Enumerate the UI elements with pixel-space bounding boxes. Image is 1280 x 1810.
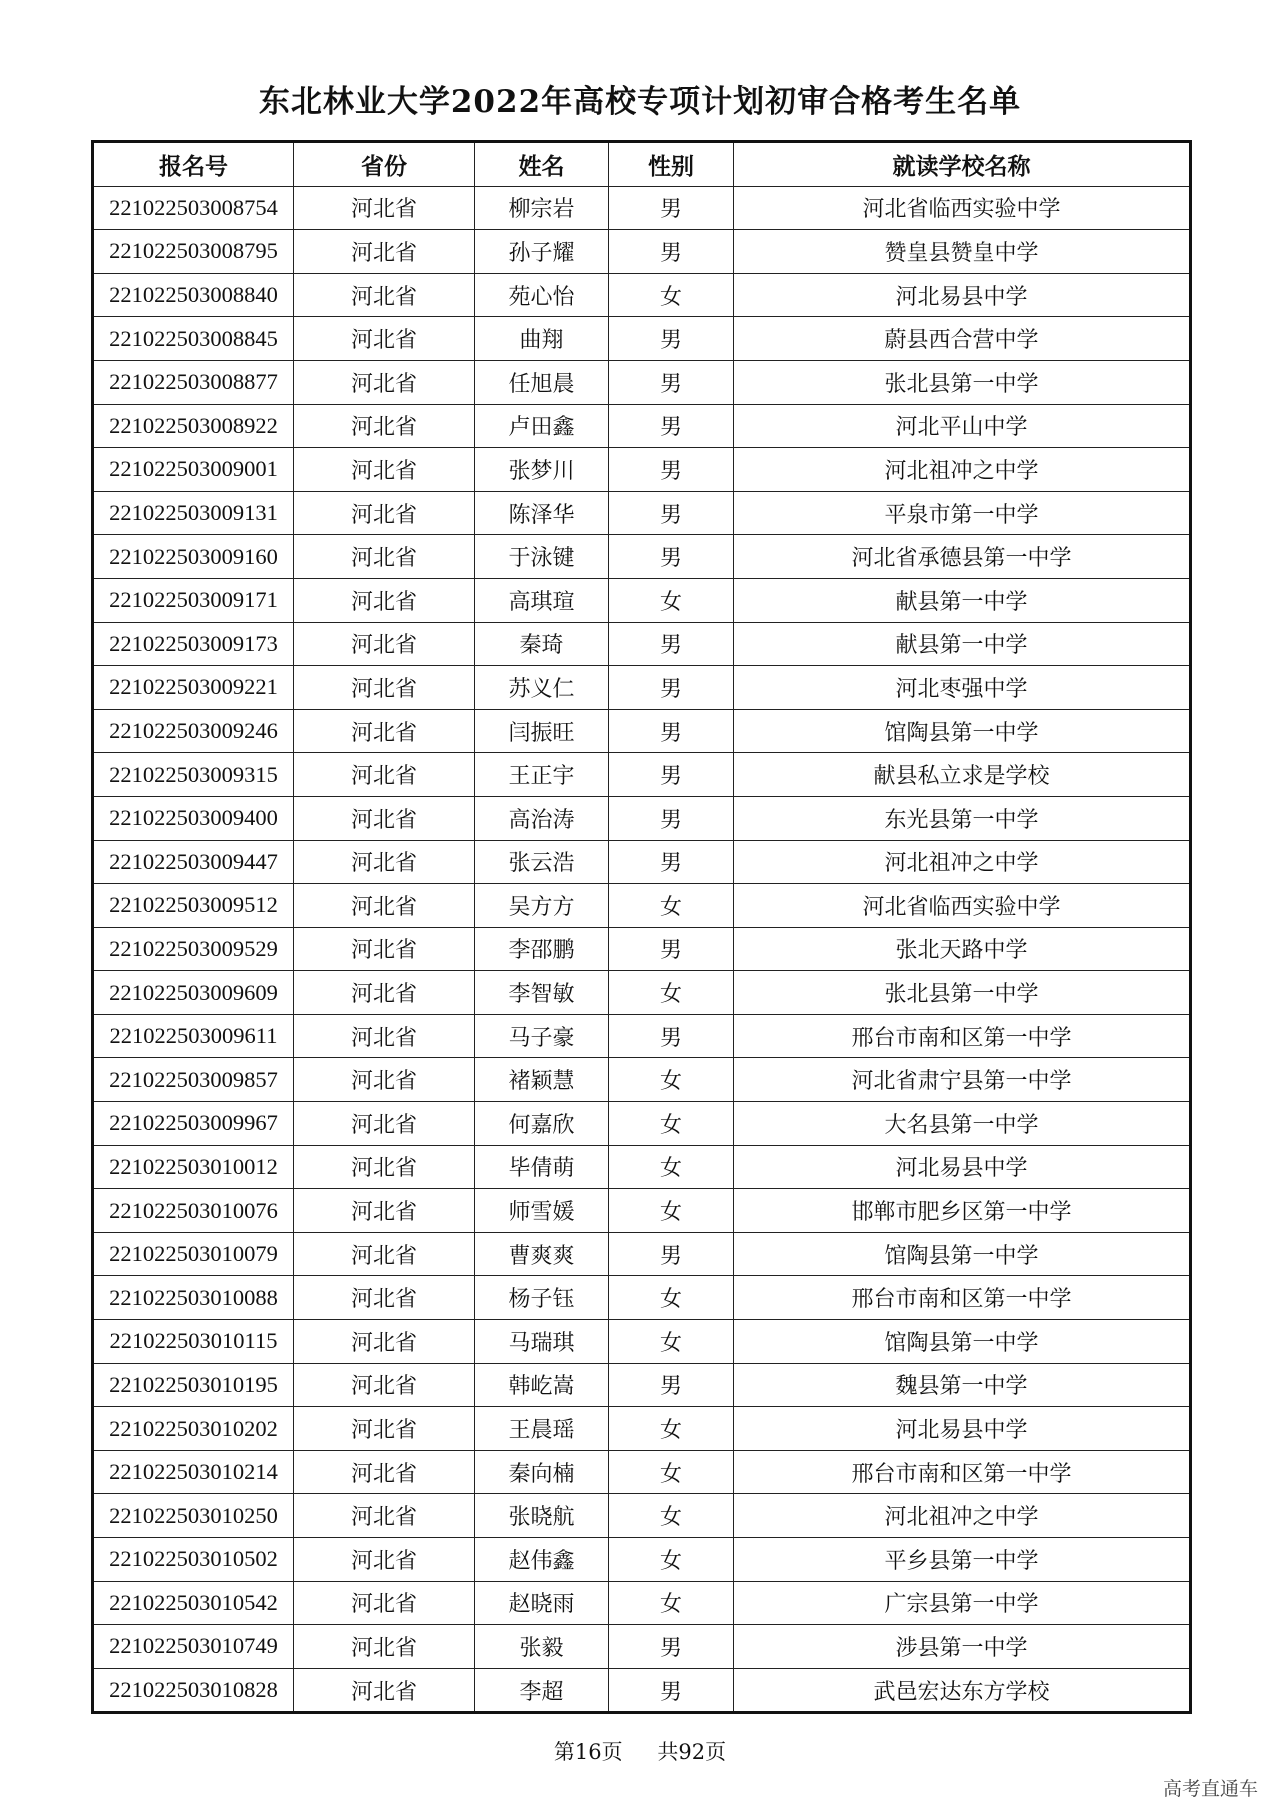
gender-cell: 女	[609, 1538, 734, 1582]
province-cell: 河北省	[294, 491, 475, 535]
table-row	[93, 1668, 1191, 1713]
registration-no-cell: 221022503009967	[93, 1102, 294, 1146]
gender-cell: 男	[609, 796, 734, 840]
table-row	[93, 1450, 1191, 1494]
registration-no-cell: 221022503010012	[93, 1145, 294, 1189]
gender-cell: 女	[609, 1145, 734, 1189]
school-cell: 河北易县中学	[734, 1145, 1191, 1189]
school-cell: 献县第一中学	[734, 578, 1191, 622]
name-cell: 任旭晨	[475, 360, 609, 404]
gender-cell: 男	[609, 927, 734, 971]
registration-no-cell: 221022503010076	[93, 1189, 294, 1233]
name-cell: 韩屹嵩	[475, 1363, 609, 1407]
province-cell: 河北省	[294, 1538, 475, 1582]
school-cell: 河北平山中学	[734, 404, 1191, 448]
gender-cell: 女	[609, 971, 734, 1015]
column-header-name: 姓名	[475, 142, 609, 187]
table-row	[93, 1581, 1191, 1625]
school-cell: 大名县第一中学	[734, 1102, 1191, 1146]
name-cell: 吴方方	[475, 884, 609, 928]
gender-cell: 男	[609, 1668, 734, 1713]
gender-cell: 男	[609, 1014, 734, 1058]
registration-no-cell: 221022503008845	[93, 317, 294, 361]
gender-cell: 女	[609, 1581, 734, 1625]
province-cell: 河北省	[294, 796, 475, 840]
gender-cell: 女	[609, 1102, 734, 1146]
province-cell: 河北省	[294, 186, 475, 230]
name-cell: 何嘉欣	[475, 1102, 609, 1146]
gender-cell: 女	[609, 1058, 734, 1102]
name-cell: 曲翔	[475, 317, 609, 361]
table-row	[93, 578, 1191, 622]
gender-cell: 男	[609, 404, 734, 448]
name-cell: 赵伟鑫	[475, 1538, 609, 1582]
school-cell: 张北县第一中学	[734, 360, 1191, 404]
name-cell: 闫振旺	[475, 709, 609, 753]
school-cell: 河北枣强中学	[734, 666, 1191, 710]
province-cell: 河北省	[294, 1102, 475, 1146]
registration-no-cell: 221022503009246	[93, 709, 294, 753]
table-row	[93, 1625, 1191, 1669]
table-row	[93, 230, 1191, 274]
province-cell: 河北省	[294, 666, 475, 710]
school-cell: 涉县第一中学	[734, 1625, 1191, 1669]
table-row	[93, 1494, 1191, 1538]
table-row	[93, 1102, 1191, 1146]
gender-cell: 男	[609, 491, 734, 535]
school-cell: 张北天路中学	[734, 927, 1191, 971]
table-row	[93, 360, 1191, 404]
name-cell: 苏义仁	[475, 666, 609, 710]
registration-no-cell: 221022503009173	[93, 622, 294, 666]
table-row	[93, 1145, 1191, 1189]
name-cell: 秦向楠	[475, 1450, 609, 1494]
registration-no-cell: 221022503010542	[93, 1581, 294, 1625]
registration-no-cell: 221022503008795	[93, 230, 294, 274]
province-cell: 河北省	[294, 230, 475, 274]
school-cell: 张北县第一中学	[734, 971, 1191, 1015]
school-cell: 蔚县西合营中学	[734, 317, 1191, 361]
province-cell: 河北省	[294, 1407, 475, 1451]
province-cell: 河北省	[294, 404, 475, 448]
table-row	[93, 884, 1191, 928]
registration-no-cell: 221022503009400	[93, 796, 294, 840]
school-cell: 献县第一中学	[734, 622, 1191, 666]
registration-no-cell: 221022503009512	[93, 884, 294, 928]
province-cell: 河北省	[294, 1276, 475, 1320]
table-row	[93, 1363, 1191, 1407]
gender-cell: 男	[609, 666, 734, 710]
registration-no-cell: 221022503009171	[93, 578, 294, 622]
gender-cell: 男	[609, 1363, 734, 1407]
province-cell: 河北省	[294, 1189, 475, 1233]
registration-no-cell: 221022503009857	[93, 1058, 294, 1102]
name-cell: 张云浩	[475, 840, 609, 884]
name-cell: 王晨瑶	[475, 1407, 609, 1451]
table-row	[93, 971, 1191, 1015]
gender-cell: 男	[609, 230, 734, 274]
name-cell: 秦琦	[475, 622, 609, 666]
province-cell: 河北省	[294, 753, 475, 797]
gender-cell: 男	[609, 448, 734, 492]
province-cell: 河北省	[294, 578, 475, 622]
school-cell: 河北祖冲之中学	[734, 840, 1191, 884]
school-cell: 武邑宏达东方学校	[734, 1668, 1191, 1713]
province-cell: 河北省	[294, 1625, 475, 1669]
name-cell: 张毅	[475, 1625, 609, 1669]
province-cell: 河北省	[294, 622, 475, 666]
name-cell: 孙子耀	[475, 230, 609, 274]
name-cell: 马瑞琪	[475, 1320, 609, 1364]
name-cell: 于泳键	[475, 535, 609, 579]
registration-no-cell: 221022503010088	[93, 1276, 294, 1320]
table-header-row	[93, 142, 1191, 187]
school-cell: 馆陶县第一中学	[734, 1320, 1191, 1364]
name-cell: 王正宇	[475, 753, 609, 797]
table-row	[93, 404, 1191, 448]
table-row	[93, 666, 1191, 710]
registration-no-cell: 221022503009160	[93, 535, 294, 579]
gender-cell: 女	[609, 578, 734, 622]
school-cell: 河北祖冲之中学	[734, 448, 1191, 492]
registration-no-cell: 221022503008840	[93, 273, 294, 317]
registration-no-cell: 221022503008922	[93, 404, 294, 448]
name-cell: 马子豪	[475, 1014, 609, 1058]
registration-no-cell: 221022503009529	[93, 927, 294, 971]
table-row	[93, 753, 1191, 797]
gender-cell: 女	[609, 1450, 734, 1494]
page-footer	[0, 1736, 1280, 1766]
province-cell: 河北省	[294, 1145, 475, 1189]
province-cell: 河北省	[294, 273, 475, 317]
table-row	[93, 535, 1191, 579]
table-row	[93, 796, 1191, 840]
gender-cell: 女	[609, 1320, 734, 1364]
province-cell: 河北省	[294, 1320, 475, 1364]
gender-cell: 男	[609, 1232, 734, 1276]
school-cell: 河北易县中学	[734, 273, 1191, 317]
watermark: 高考直通车	[1162, 1778, 1258, 1800]
registration-no-cell: 221022503009315	[93, 753, 294, 797]
province-cell: 河北省	[294, 1363, 475, 1407]
name-cell: 卢田鑫	[475, 404, 609, 448]
school-cell: 东光县第一中学	[734, 796, 1191, 840]
province-cell: 河北省	[294, 840, 475, 884]
page-title: 东北林业大学2022年高校专项计划初审合格考生名单	[258, 84, 1022, 120]
gender-cell: 男	[609, 186, 734, 230]
table-row	[93, 927, 1191, 971]
gender-cell: 女	[609, 1494, 734, 1538]
province-cell: 河北省	[294, 1668, 475, 1713]
table-row	[93, 186, 1191, 230]
school-cell: 广宗县第一中学	[734, 1581, 1191, 1625]
province-cell: 河北省	[294, 927, 475, 971]
gender-cell: 男	[609, 535, 734, 579]
school-cell: 河北省临西实验中学	[734, 186, 1191, 230]
school-cell: 平乡县第一中学	[734, 1538, 1191, 1582]
table-row	[93, 448, 1191, 492]
school-cell: 平泉市第一中学	[734, 491, 1191, 535]
name-cell: 李智敏	[475, 971, 609, 1015]
registration-no-cell: 221022503009609	[93, 971, 294, 1015]
school-cell: 河北省临西实验中学	[734, 884, 1191, 928]
province-cell: 河北省	[294, 709, 475, 753]
gender-cell: 女	[609, 1189, 734, 1233]
registration-no-cell: 221022503008877	[93, 360, 294, 404]
name-cell: 陈泽华	[475, 491, 609, 535]
name-cell: 高琪瑄	[475, 578, 609, 622]
registration-no-cell: 221022503010502	[93, 1538, 294, 1582]
column-header-registration-no: 报名号	[93, 142, 294, 187]
gender-cell: 男	[609, 317, 734, 361]
name-cell: 柳宗岩	[475, 186, 609, 230]
name-cell: 赵晓雨	[475, 1581, 609, 1625]
name-cell: 毕倩萌	[475, 1145, 609, 1189]
gender-cell: 女	[609, 1276, 734, 1320]
name-cell: 曹爽爽	[475, 1232, 609, 1276]
school-cell: 河北易县中学	[734, 1407, 1191, 1451]
gender-cell: 男	[609, 622, 734, 666]
province-cell: 河北省	[294, 1450, 475, 1494]
school-cell: 魏县第一中学	[734, 1363, 1191, 1407]
gender-cell: 男	[609, 709, 734, 753]
school-cell: 邢台市南和区第一中学	[734, 1014, 1191, 1058]
gender-cell: 男	[609, 360, 734, 404]
province-cell: 河北省	[294, 535, 475, 579]
table-row	[93, 491, 1191, 535]
table-row	[93, 273, 1191, 317]
table-row	[93, 317, 1191, 361]
province-cell: 河北省	[294, 971, 475, 1015]
province-cell: 河北省	[294, 1581, 475, 1625]
name-cell: 高治涛	[475, 796, 609, 840]
table-row	[93, 1058, 1191, 1102]
table-row	[93, 1407, 1191, 1451]
gender-cell: 女	[609, 884, 734, 928]
name-cell: 杨子钰	[475, 1276, 609, 1320]
column-header-school: 就读学校名称	[734, 142, 1191, 187]
page-number: 第16页	[553, 1740, 623, 1764]
province-cell: 河北省	[294, 317, 475, 361]
table-row	[93, 1014, 1191, 1058]
school-cell: 馆陶县第一中学	[734, 709, 1191, 753]
school-cell: 河北祖冲之中学	[734, 1494, 1191, 1538]
table-row	[93, 1276, 1191, 1320]
gender-cell: 男	[609, 753, 734, 797]
school-cell: 邯郸市肥乡区第一中学	[734, 1189, 1191, 1233]
province-cell: 河北省	[294, 1058, 475, 1102]
table-row	[93, 1538, 1191, 1582]
school-cell: 河北省承德县第一中学	[734, 535, 1191, 579]
registration-no-cell: 221022503008754	[93, 186, 294, 230]
province-cell: 河北省	[294, 1014, 475, 1058]
school-cell: 邢台市南和区第一中学	[734, 1276, 1191, 1320]
page-total: 共92页	[657, 1740, 727, 1764]
name-cell: 李超	[475, 1668, 609, 1713]
school-cell: 邢台市南和区第一中学	[734, 1450, 1191, 1494]
registration-no-cell: 221022503009131	[93, 491, 294, 535]
registration-no-cell: 221022503009447	[93, 840, 294, 884]
school-cell: 馆陶县第一中学	[734, 1232, 1191, 1276]
gender-cell: 女	[609, 273, 734, 317]
name-cell: 张梦川	[475, 448, 609, 492]
school-cell: 河北省肃宁县第一中学	[734, 1058, 1191, 1102]
table-row	[93, 1232, 1191, 1276]
registration-no-cell: 221022503009221	[93, 666, 294, 710]
applicant-table	[91, 140, 1192, 1714]
table-row	[93, 1189, 1191, 1233]
registration-no-cell: 221022503010214	[93, 1450, 294, 1494]
province-cell: 河北省	[294, 360, 475, 404]
registration-no-cell: 221022503010749	[93, 1625, 294, 1669]
gender-cell: 女	[609, 1407, 734, 1451]
province-cell: 河北省	[294, 1494, 475, 1538]
registration-no-cell: 221022503010195	[93, 1363, 294, 1407]
province-cell: 河北省	[294, 1232, 475, 1276]
name-cell: 张晓航	[475, 1494, 609, 1538]
gender-cell: 男	[609, 840, 734, 884]
registration-no-cell: 221022503010250	[93, 1494, 294, 1538]
school-cell: 献县私立求是学校	[734, 753, 1191, 797]
name-cell: 褚颖慧	[475, 1058, 609, 1102]
province-cell: 河北省	[294, 884, 475, 928]
registration-no-cell: 221022503010828	[93, 1668, 294, 1713]
province-cell: 河北省	[294, 448, 475, 492]
table-row	[93, 840, 1191, 884]
registration-no-cell: 221022503010115	[93, 1320, 294, 1364]
registration-no-cell: 221022503010202	[93, 1407, 294, 1451]
school-cell: 赞皇县赞皇中学	[734, 230, 1191, 274]
name-cell: 师雪媛	[475, 1189, 609, 1233]
name-cell: 苑心怡	[475, 273, 609, 317]
column-header-province: 省份	[294, 142, 475, 187]
registration-no-cell: 221022503009001	[93, 448, 294, 492]
registration-no-cell: 221022503009611	[93, 1014, 294, 1058]
gender-cell: 男	[609, 1625, 734, 1669]
table-row	[93, 709, 1191, 753]
name-cell: 李邵鹏	[475, 927, 609, 971]
column-header-gender: 性别	[609, 142, 734, 187]
table-row	[93, 622, 1191, 666]
table-row	[93, 1320, 1191, 1364]
registration-no-cell: 221022503010079	[93, 1232, 294, 1276]
